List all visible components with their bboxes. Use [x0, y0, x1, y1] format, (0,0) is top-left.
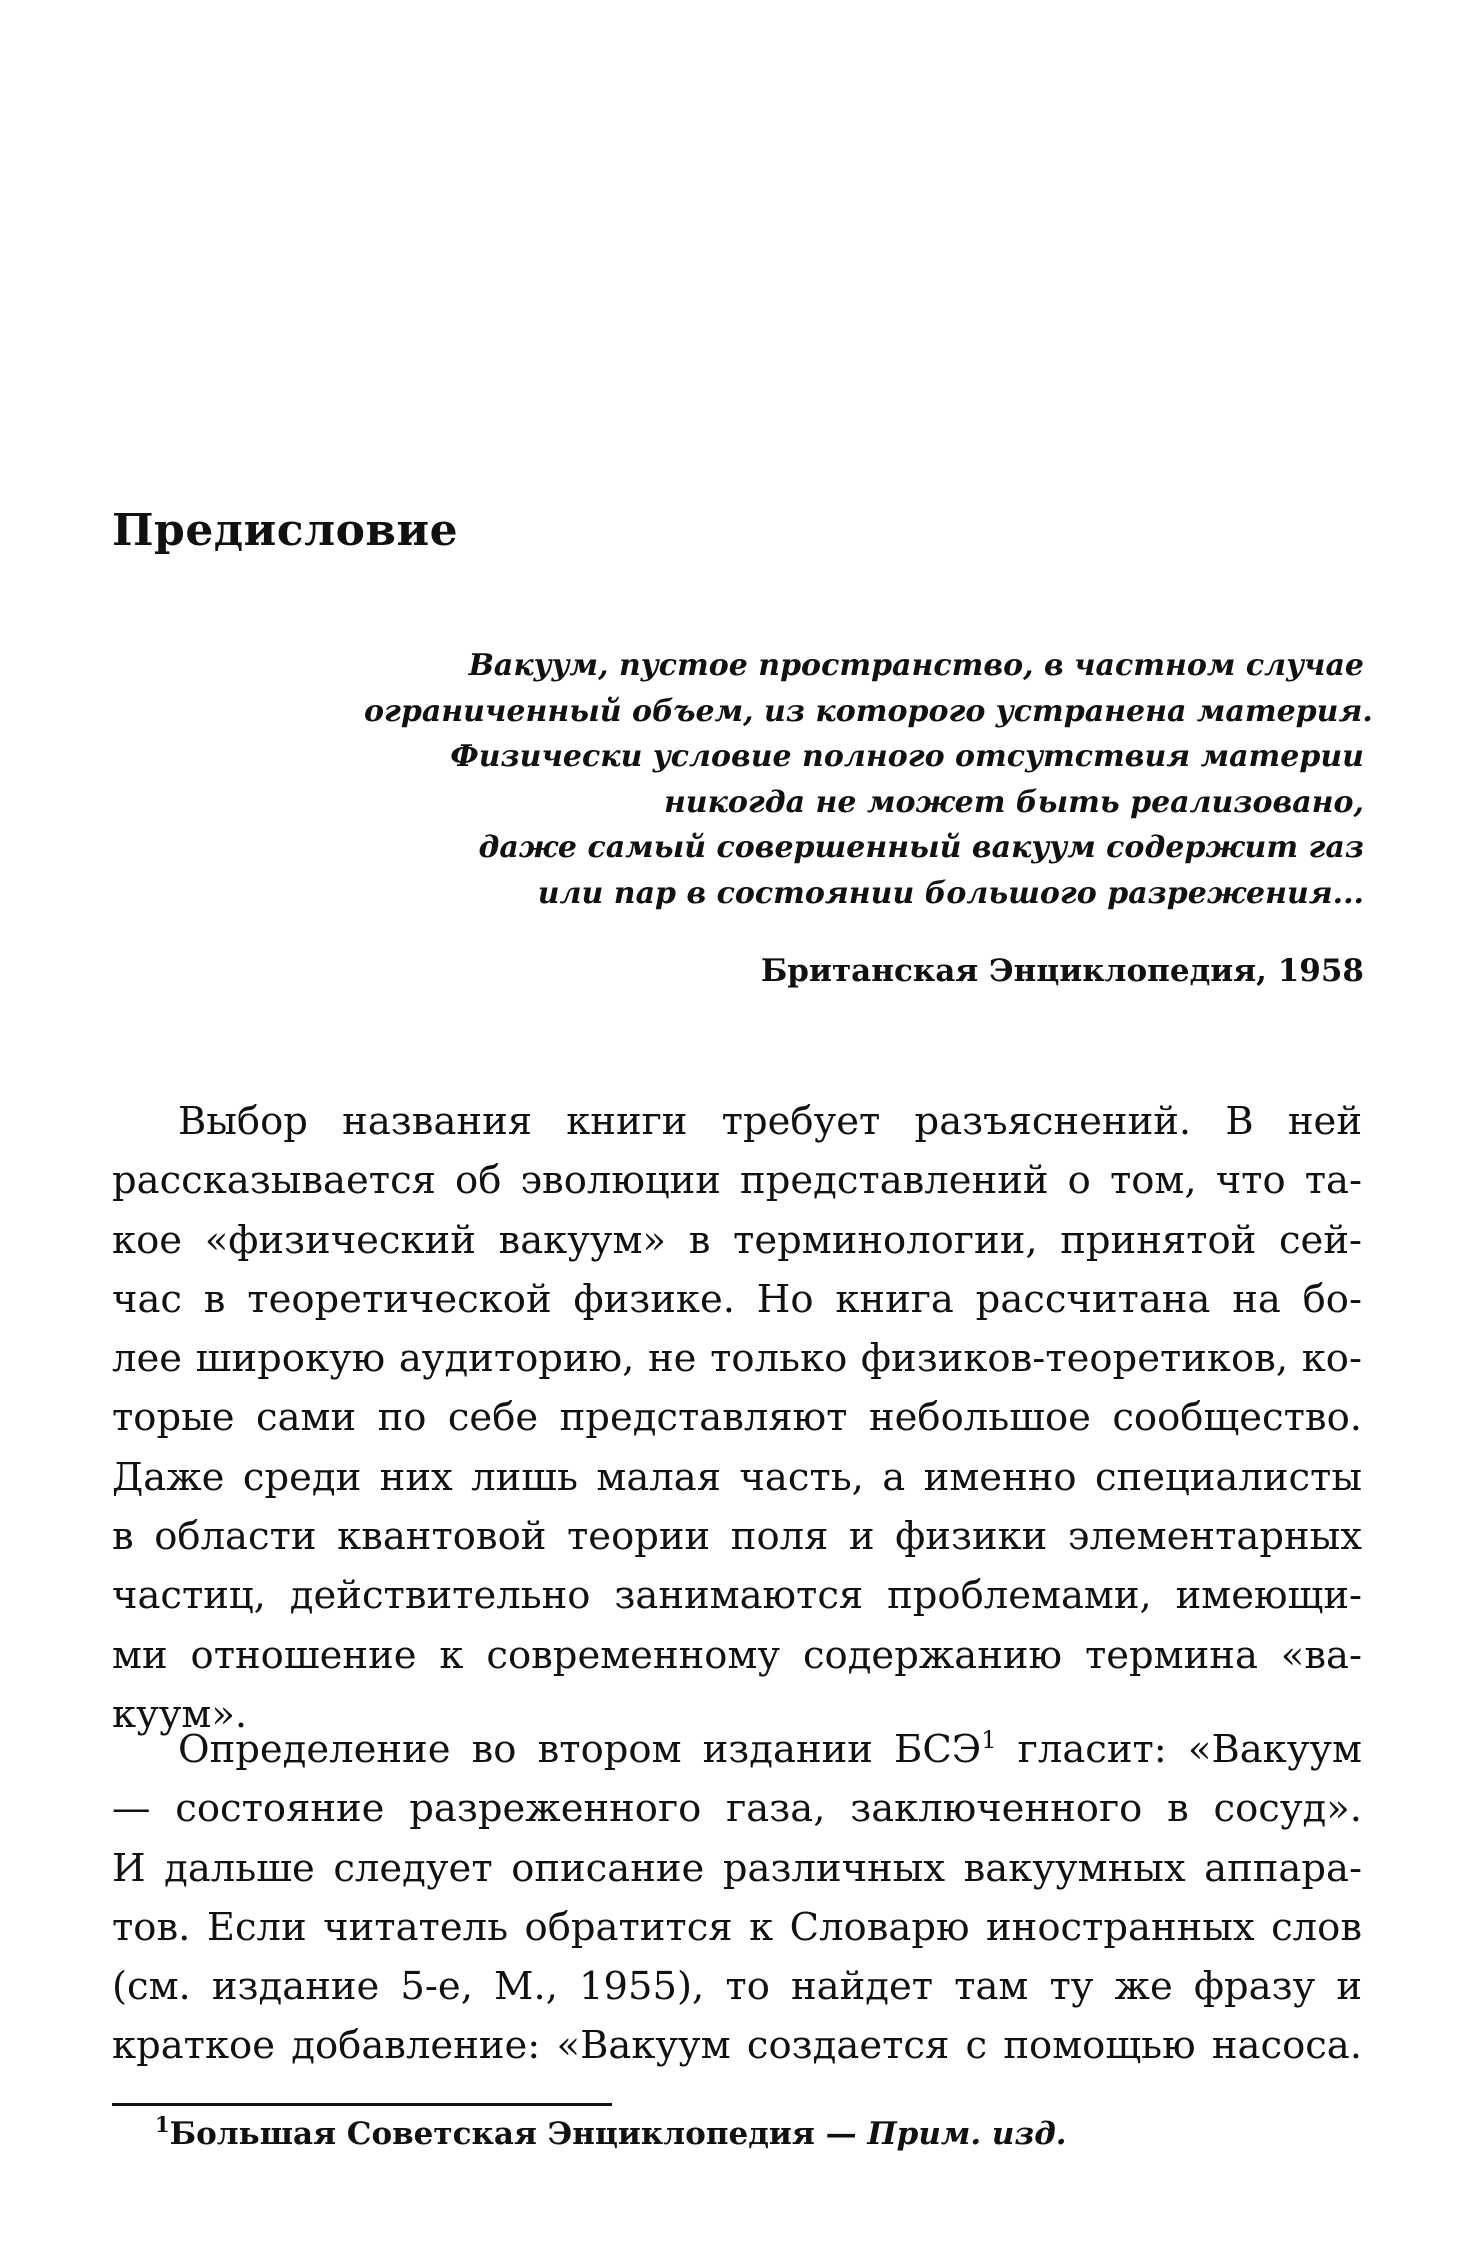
- footnote-reference: 1: [981, 1726, 997, 1754]
- text-line: в области квантовой теории поля и физики элементарных: [112, 1514, 1362, 1560]
- text-line: рассказывается об эволюции представлений о том, что та-: [112, 1158, 1362, 1204]
- text-line: — состояние разреженного газа, заключенного в сосуд».: [112, 1786, 1362, 1832]
- text-line: краткое добавление: «Вакуум создается с помощью насоса.: [112, 2023, 1362, 2069]
- text-fragment: Определение во втором издании БСЭ: [178, 1727, 982, 1772]
- epigraph-line: даже самый совершенный вакуум содержит газ: [478, 830, 1364, 865]
- epigraph-source: Британская Энциклопедия, 1958: [760, 953, 1364, 989]
- text-line: ми отношение к современному содержанию термина «ва-: [112, 1632, 1362, 1678]
- text-fragment: гласит: «Вакуум: [996, 1727, 1362, 1772]
- footnote-marker: 1: [155, 2112, 170, 2137]
- text-line: частиц, действительно занимаются проблемами, имеющи-: [112, 1573, 1362, 1619]
- text-line: кое «физический вакуум» в терминологии, принятой сей-: [112, 1217, 1362, 1263]
- footnote-divider: [112, 2103, 612, 2106]
- epigraph-line: Физически условие полного отсутствия материи: [450, 739, 1364, 774]
- paragraph-1: [112, 1092, 1362, 1744]
- text-line: лее широкую аудиторию, не только физиков-теоретиков, ко-: [112, 1336, 1362, 1382]
- text-line: Даже среди них лишь малая часть, а именно специалисты: [112, 1454, 1362, 1500]
- text-line: торые сами по себе представляют небольшое сообщество.: [112, 1395, 1362, 1441]
- text-line: И дальше следует описание различных вакуумных аппара-: [112, 1845, 1362, 1891]
- text-line: [112, 1720, 1362, 1779]
- text-line: (см. издание 5-е, М., 1955), то найдет там ту же фразу и: [112, 1964, 1362, 2010]
- epigraph-line: или пар в состоянии большого разрежения...: [537, 875, 1364, 911]
- epigraph-line: Вакуум, пустое пространство, в частном случае: [468, 648, 1364, 683]
- text-line: Выбор названия книги требует разъяснений. В ней: [178, 1099, 1362, 1144]
- text-line: тов. Если читатель обратится к Словарю иностранных слов: [112, 1904, 1362, 1950]
- epigraph-line: ограниченный объем, из которого устранена материя.: [364, 693, 1373, 729]
- epigraph-line: никогда не может быть реализовано,: [663, 784, 1364, 820]
- epigraph: [364, 643, 1373, 916]
- chapter-heading: Предисловие: [112, 505, 459, 556]
- footnote-note: Прим. изд.: [867, 2116, 1067, 2152]
- text-line: куум».: [112, 1691, 248, 1737]
- footnote: [155, 2112, 1067, 2156]
- text-line: час в теоретической физике. Но книга рассчитана на бо-: [112, 1276, 1362, 1322]
- paragraph-2: [112, 1720, 1362, 2076]
- footnote-text: Большая Советская Энциклопедия —: [169, 2116, 868, 2152]
